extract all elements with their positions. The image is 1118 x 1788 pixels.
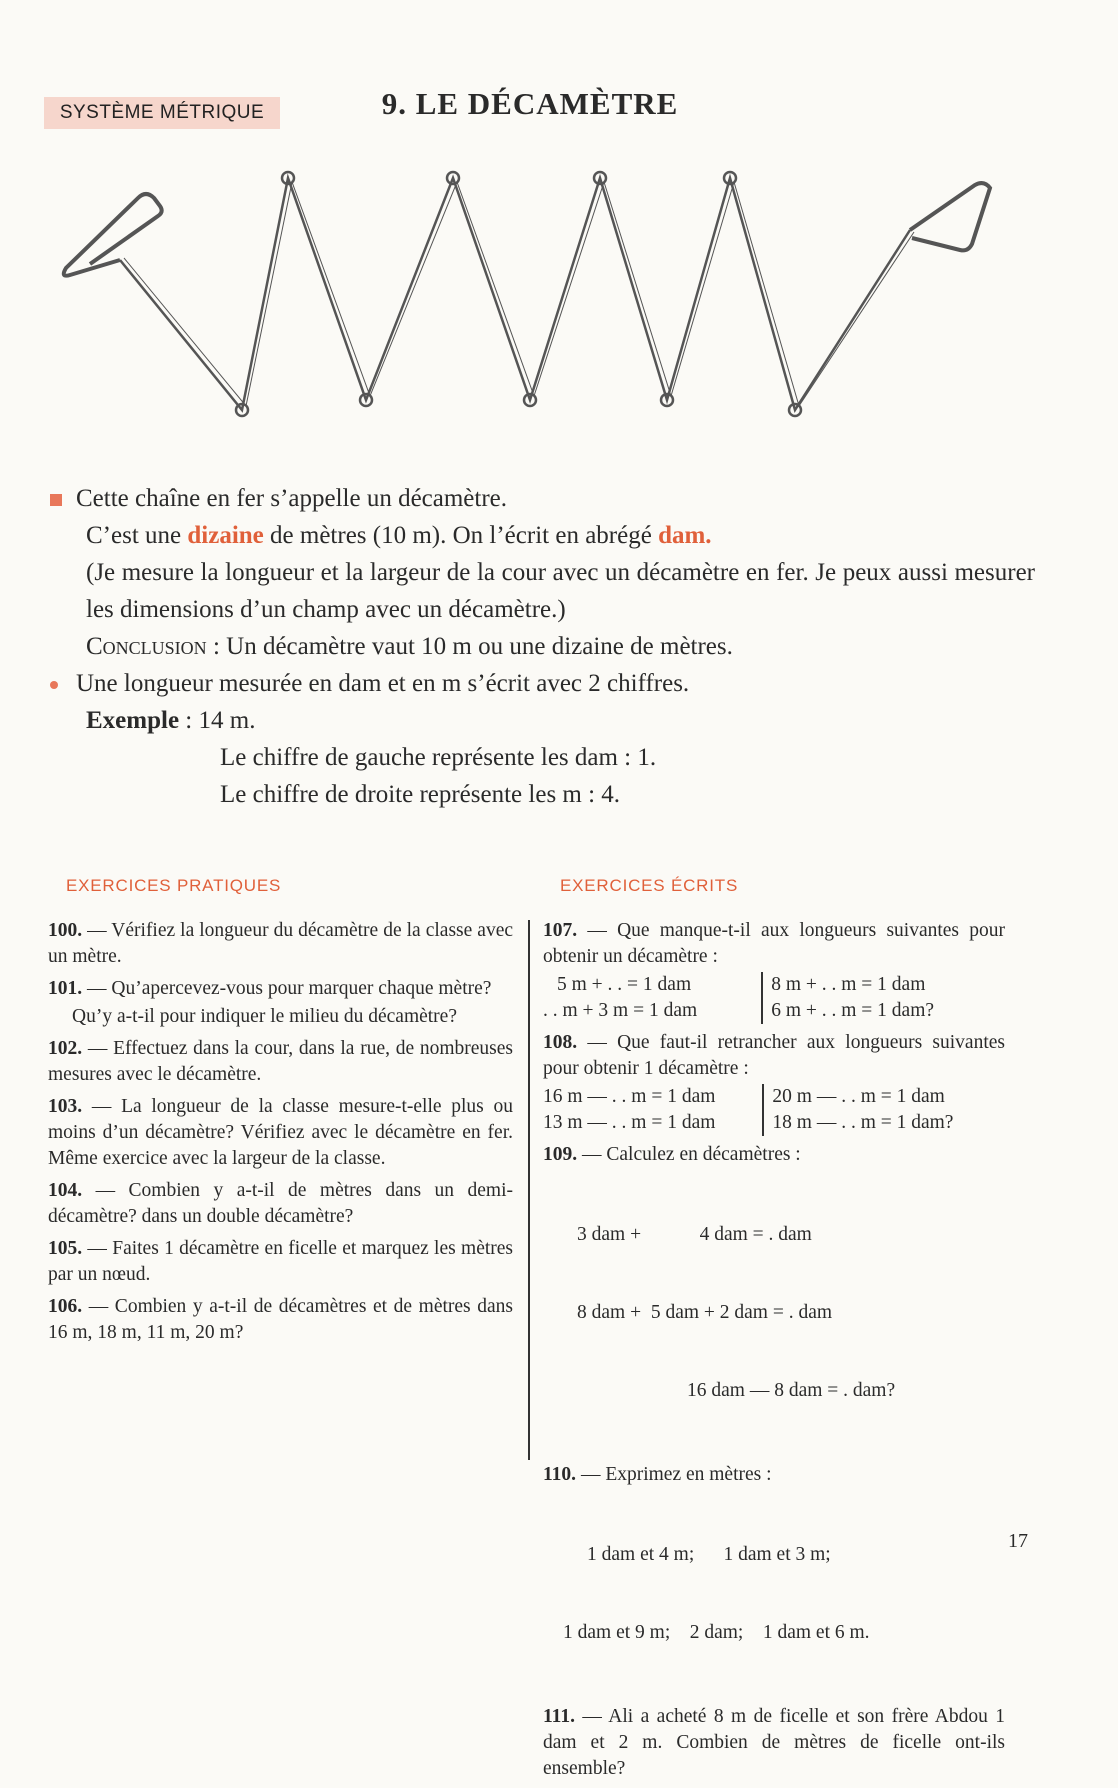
- exercise-number: 101.: [48, 978, 83, 999]
- exercise-number: 102.: [48, 1038, 83, 1059]
- exercise-item: [48, 1036, 513, 1088]
- exercise-number: 105.: [48, 1238, 83, 1259]
- left-digit-line: Le chiffre de gauche représente les dam : 1.: [220, 744, 657, 771]
- exercise-item: [48, 1004, 513, 1030]
- equation: 18 m — . . m = 1 dam?: [763, 1110, 1005, 1136]
- exercise-number: 103.: [48, 1096, 83, 1117]
- exercise-text: — Effectuez dans la cour, dans la rue, de nombreuses mesures avec le décamètre.: [48, 1038, 513, 1085]
- exercise-text: — Qu’apercevez-vous pour marquer chaque mètre?: [82, 978, 492, 999]
- right-digit-line: Le chiffre de droite représente les m : 4.: [220, 781, 621, 808]
- exercise-item: [48, 1178, 513, 1230]
- equation: 16 dam — 8 dam = . dam?: [687, 1380, 896, 1401]
- exercise-107-table: [543, 972, 1005, 1024]
- equation: 3 dam + 4 dam = . dam: [577, 1224, 812, 1245]
- equation: 8 dam + 5 dam + 2 dam = . dam: [577, 1302, 833, 1323]
- equation: 6 m + . . m = 1 dam?: [762, 998, 1005, 1024]
- equation: 1 dam et 4 m; 1 dam et 3 m;: [587, 1544, 831, 1565]
- exercise-text: — Que faut-il retrancher aux longueurs suivantes pour obtenir 1 décamètre :: [543, 1032, 1005, 1079]
- exercise-number: 110.: [543, 1464, 577, 1485]
- highlight-dam: dam.: [658, 522, 712, 549]
- written-heading: EXERCICES ÉCRITS: [560, 876, 739, 895]
- highlight-dizaine: dizaine: [187, 522, 264, 549]
- example-text: : 14 m.: [179, 707, 256, 734]
- exercise-text: Qu’y a-t-il pour indiquer le milieu du décamètre?: [72, 1006, 457, 1027]
- exercise-text: — Combien y a-t-il de décamètres et de mètres dans 16 m, 18 m, 11 m, 20 m?: [48, 1296, 513, 1343]
- exercise-text: — Faites 1 décamètre en ficelle et marquez les mètres par un nœud.: [48, 1238, 513, 1285]
- exercise-number: 104.: [48, 1180, 83, 1201]
- practical-exercises: [48, 918, 513, 1352]
- lesson-note: (Je mesure la longueur et la largeur de la cour avec un décamètre en fer. Je peux aussi mesurer les dimensions d’un champ avec un décamètre.): [86, 559, 1035, 623]
- section-tag: SYSTÈME MÉTRIQUE: [44, 97, 280, 129]
- exercise-number: 108.: [543, 1032, 578, 1053]
- lesson-line: Cette chaîne en fer s’appelle un décamètre.: [76, 485, 508, 512]
- exercise-text: — Que manque-t-il aux longueurs suivantes pour obtenir un décamètre :: [543, 920, 1005, 967]
- exercise-text: — Calculez en décamètres :: [577, 1144, 801, 1165]
- column-divider: [528, 920, 530, 1460]
- equation: 1 dam et 9 m; 2 dam; 1 dam et 6 m.: [563, 1622, 870, 1643]
- lesson-text: [50, 480, 1035, 813]
- exercise-110-lines: [543, 1490, 1005, 1698]
- exercise-text: — La longueur de la classe mesure-t-elle plus ou moins d’un décamètre? Vérifiez avec le décamètre en fer. Même exercice avec la largeur de la classe.: [48, 1096, 513, 1169]
- exercise-111: [543, 1704, 1005, 1782]
- exercise-item: [48, 918, 513, 970]
- conclusion-label: Conclusion: [86, 633, 207, 660]
- bullet-square-icon: [50, 494, 62, 506]
- bullet-dot-icon: [50, 681, 58, 689]
- equation: 8 m + . . m = 1 dam: [762, 972, 1005, 998]
- equation: 5 m + . . = 1 dam: [557, 974, 692, 995]
- exercise-item: [48, 1236, 513, 1288]
- lesson-text: de mètres (10 m). On l’écrit en abrégé: [263, 522, 659, 549]
- page-number: 17: [1008, 1530, 1028, 1552]
- exercise-number: 106.: [48, 1296, 83, 1317]
- example-label: Exemple: [86, 707, 180, 734]
- equation: 20 m — . . m = 1 dam: [763, 1084, 1005, 1110]
- lesson-text: C’est une: [86, 522, 188, 549]
- exercise-107: [543, 918, 1005, 970]
- exercise-text: — Vérifiez la longueur du décamètre de la classe avec un mètre.: [48, 920, 513, 967]
- exercise-110: [543, 1462, 1005, 1488]
- equation: . . m + 3 m = 1 dam: [543, 1000, 698, 1021]
- equation: 13 m — . . m = 1 dam: [543, 1112, 716, 1133]
- exercise-108-table: [543, 1084, 1005, 1136]
- chain-decameter-icon: [60, 160, 1050, 440]
- exercise-item: [48, 1094, 513, 1172]
- exercise-108: [543, 1030, 1005, 1082]
- exercise-number: 111.: [543, 1706, 575, 1727]
- exercise-text: — Combien y a-t-il de mètres dans un demi-décamètre? dans un double décamètre?: [48, 1180, 513, 1227]
- written-exercises: [543, 918, 1005, 1788]
- exercise-text: — Ali a acheté 8 m de ficelle et son frère Abdou 1 dam et 2 m. Combien de mètres de ficelle ont-ils ensemble?: [543, 1706, 1005, 1779]
- exercise-109: [543, 1142, 1005, 1168]
- practical-heading: EXERCICES PRATIQUES: [66, 876, 282, 895]
- rule-text: Une longueur mesurée en dam et en m s’écrit avec 2 chiffres.: [76, 670, 690, 697]
- exercise-item: [48, 1294, 513, 1346]
- exercise-number: 107.: [543, 920, 578, 941]
- exercise-109-lines: [543, 1170, 1005, 1456]
- conclusion-text: : Un décamètre vaut 10 m ou une dizaine de mètres.: [206, 633, 733, 660]
- exercise-text: — Exprimez en mètres :: [576, 1464, 772, 1485]
- page-title: 9. LE DÉCAMÈTRE: [381, 86, 679, 121]
- equation: 16 m — . . m = 1 dam: [543, 1086, 716, 1107]
- exercise-item: [48, 976, 513, 1002]
- exercise-number: 109.: [543, 1144, 578, 1165]
- exercise-number: 100.: [48, 920, 83, 941]
